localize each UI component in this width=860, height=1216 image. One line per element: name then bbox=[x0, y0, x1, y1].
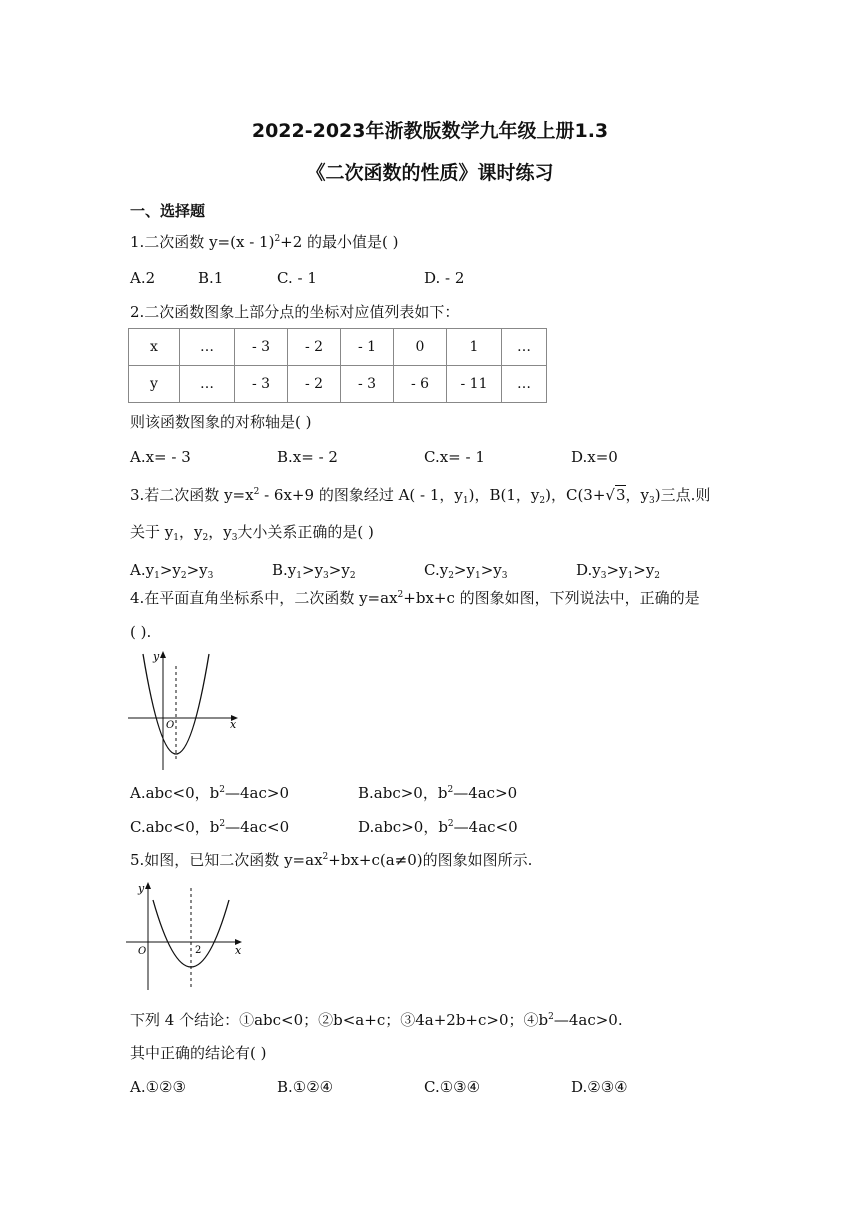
table-cell: - 3 bbox=[235, 329, 288, 366]
q5-option-b: B.①②④ bbox=[277, 1078, 334, 1096]
title-line-2: 《二次函数的性质》课时练习 bbox=[306, 162, 554, 184]
title-line-1: 2022-2023年浙教版数学九年级上册1.3 bbox=[251, 120, 609, 142]
table-cell: - 3 bbox=[341, 366, 394, 403]
q4-option-d: D.abc>0，$b^2—4ac<0$ bbox=[358, 818, 518, 836]
table-cell: - 2 bbox=[288, 366, 341, 403]
q4-option-b: B.abc>0，$b^2—4ac>0$ bbox=[358, 784, 518, 802]
table-cell: … bbox=[180, 329, 235, 366]
table-row bbox=[129, 329, 547, 366]
question-3: 3.若二次函数 $y=x^2 - 6x+9$ 的图象经过 A( - 1，$y_1$)，B(1，$y_2$)，C(3+√3，$y_3$)三点.则 bbox=[130, 486, 711, 506]
question-5: 5.如图，已知二次函数 $y=ax^2+bx+c(a\ne 0)$的图象如图所示. bbox=[130, 851, 533, 869]
q1-option-a: A.2 bbox=[130, 269, 156, 287]
section-heading: 一、选择题 bbox=[130, 202, 206, 220]
q5-conclusions: 下列 4 个结论：①abc<0；②b<a+c；③4a+2b+c>0；$④b^2—4ac>0$. bbox=[130, 1011, 623, 1029]
table-cell: 0 bbox=[394, 329, 447, 366]
q2-question: 则该函数图象的对称轴是( ) bbox=[130, 413, 312, 431]
question-2: 2.二次函数图象上部分点的坐标对应值列表如下： bbox=[130, 303, 460, 321]
q3-option-a: $A.y_1>y_2>y_3$ bbox=[130, 561, 214, 581]
value-table bbox=[128, 328, 547, 403]
q1-option-c: C. - 1 bbox=[277, 269, 317, 287]
q1-option-d: D. - 2 bbox=[424, 269, 465, 287]
q4-option-a: A.abc<0，$b^2—4ac>0$ bbox=[130, 784, 289, 802]
graph-x-label: x bbox=[230, 718, 237, 731]
q5-option-c: C.①③④ bbox=[424, 1078, 481, 1096]
q5-parabola-graph bbox=[120, 876, 255, 996]
question-3-line-2: 关于 $y_1$，$y_2$，$y_3$大小关系正确的是( ) bbox=[130, 523, 374, 543]
graph-y-label: y bbox=[153, 650, 160, 663]
table-cell: - 1 bbox=[341, 329, 394, 366]
q5-question: 其中正确的结论有( ) bbox=[130, 1044, 267, 1062]
q3-option-d: $D.y_3>y_1>y_2$ bbox=[576, 561, 661, 581]
graph-origin-label: O bbox=[166, 720, 175, 731]
graph-y-label: y bbox=[138, 882, 145, 895]
q2-option-c: C.x= - 1 bbox=[424, 448, 485, 466]
question-4-line-2: ( ). bbox=[130, 623, 152, 641]
q4-parabola-graph bbox=[120, 644, 250, 774]
table-cell: … bbox=[180, 366, 235, 403]
q3-option-b: $B.y_1>y_3>y_2$ bbox=[272, 561, 356, 581]
q2-option-d: D.x=0 bbox=[571, 448, 618, 466]
table-cell: - 2 bbox=[288, 329, 341, 366]
table-cell: - 6 bbox=[394, 366, 447, 403]
question-4: 4.在平面直角坐标系中，二次函数 $y=ax^2+bx+c$ 的图象如图，下列说法中，正确的是 bbox=[130, 589, 700, 607]
q4-option-c: C.abc<0，$b^2—4ac<0$ bbox=[130, 818, 290, 836]
graph-tick-label: 2 bbox=[195, 945, 202, 956]
graph-x-label: x bbox=[235, 944, 242, 957]
q1-option-b: B.1 bbox=[198, 269, 224, 287]
q2-option-b: B.x= - 2 bbox=[277, 448, 338, 466]
table-cell: x bbox=[129, 329, 180, 366]
table-row bbox=[129, 366, 547, 403]
table-cell: - 11 bbox=[447, 366, 502, 403]
table-cell: … bbox=[502, 366, 547, 403]
q2-option-a: A.x= - 3 bbox=[130, 448, 191, 466]
table-cell: y bbox=[129, 366, 180, 403]
table-cell: … bbox=[502, 329, 547, 366]
table-cell: - 3 bbox=[235, 366, 288, 403]
q3-option-c: $C.y_2>y_1>y_3$ bbox=[424, 561, 508, 581]
question-1: 1.二次函数 y=(x - 1)$^2$+2 的最小值是( ) bbox=[130, 233, 399, 251]
q5-option-a: A.①②③ bbox=[130, 1078, 186, 1096]
table-cell: 1 bbox=[447, 329, 502, 366]
graph-origin-label: O bbox=[138, 946, 147, 957]
q5-option-d: D.②③④ bbox=[571, 1078, 628, 1096]
